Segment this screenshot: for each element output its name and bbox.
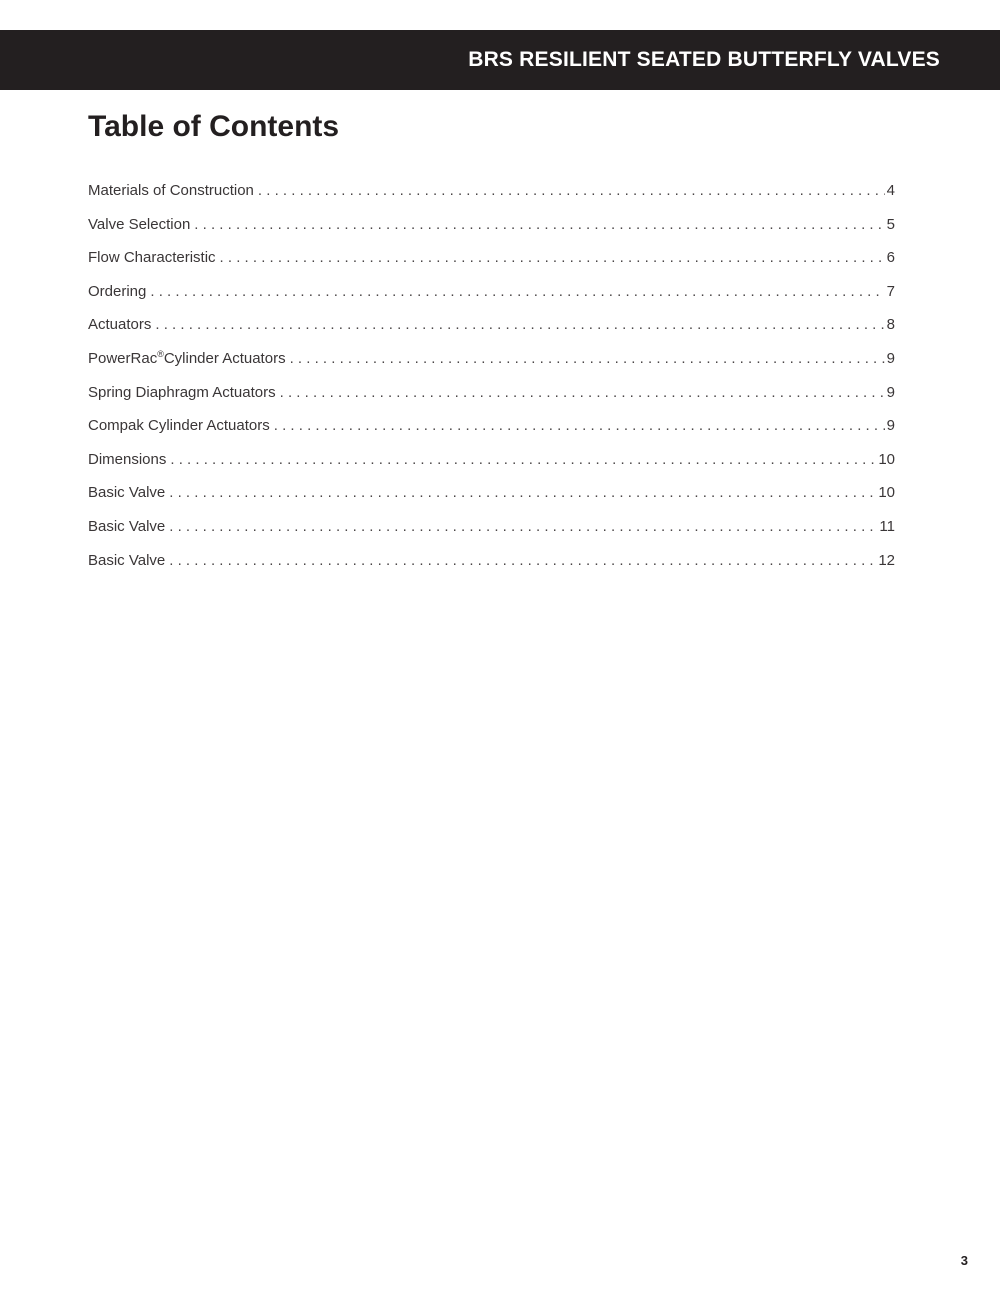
toc-entry-page-number: 6 [886,249,895,267]
toc-entry-page-number: 9 [886,417,895,435]
toc-entry-label: Basic Valve [88,551,166,569]
toc-entry-page-number: 12 [878,551,895,569]
toc-entry-label: Ordering [88,282,147,300]
toc-entry-label: Spring Diaphragm Actuators [88,383,276,401]
toc-entry-flow-characteristic[interactable] [88,249,895,283]
toc-dot-leader [194,216,884,233]
toc-entry-label: Valve Selection [88,215,191,233]
toc-entry-ordering[interactable] [88,283,895,317]
toc-entry-basic-valve[interactable] [88,518,895,552]
toc-entry-label: Actuators [88,316,152,334]
toc-entry-label: Compak Cylinder Actuators [88,417,270,435]
toc-entry-powerrac-cylinder-actuators[interactable] [88,350,895,384]
toc-entry-page-number: 10 [878,450,895,468]
toc-entry-compak-cylinder-actuators[interactable] [88,417,895,451]
toc-entry-page-number: 10 [878,484,895,502]
toc-entry-page-number: 4 [886,182,895,199]
toc-dot-leader [280,384,885,401]
toc-entry-basic-valve[interactable] [88,484,895,518]
toc-entry-materials-of-construction[interactable] [88,182,895,216]
page-number: 3 [960,1253,968,1268]
toc-dot-leader [150,283,884,300]
toc-entry-label: Materials of Construction [88,182,254,199]
toc-dot-leader [258,182,885,199]
toc-entry-valve-selection[interactable] [88,216,895,250]
toc-dot-leader [169,518,877,535]
toc-entry-label [88,350,290,367]
page-title: Table of Contents [88,110,340,143]
toc-entry-page-number: 9 [886,383,895,401]
toc-dot-leader [169,484,876,501]
toc-dot-leader [220,249,885,266]
toc-entry-spring-diaphragm-actuators[interactable] [88,384,895,418]
header-title: BRS RESILIENT SEATED BUTTERFLY VALVES [468,48,940,71]
toc-entry-actuators[interactable] [88,316,895,350]
toc-dot-leader [290,350,885,367]
toc-entry-label: Dimensions [88,450,167,468]
toc-dot-leader [169,552,876,569]
toc-entry-label-rest: Cylinder Actuators [163,349,286,367]
toc-entry-basic-valve[interactable] [88,552,895,586]
toc-entry-label: Basic Valve [88,517,166,535]
registered-trademark-mark: ® [157,348,164,359]
toc-entry-page-number: 5 [886,215,895,233]
toc-entry-label: Flow Characteristic [88,249,216,267]
table-of-contents [88,182,895,585]
toc-dot-leader [274,417,885,434]
toc-entry-page-number: 11 [879,517,895,535]
header-band [0,30,1000,90]
toc-entry-page-number: 8 [886,316,895,334]
toc-entry-label-brand: PowerRac [88,349,158,367]
toc-entry-page-number: 7 [886,282,895,300]
toc-entry-label: Basic Valve [88,484,166,502]
toc-entry-page-number: 9 [886,349,895,367]
toc-dot-leader [155,316,884,333]
toc-entry-dimensions[interactable] [88,451,895,485]
toc-dot-leader [170,451,876,468]
